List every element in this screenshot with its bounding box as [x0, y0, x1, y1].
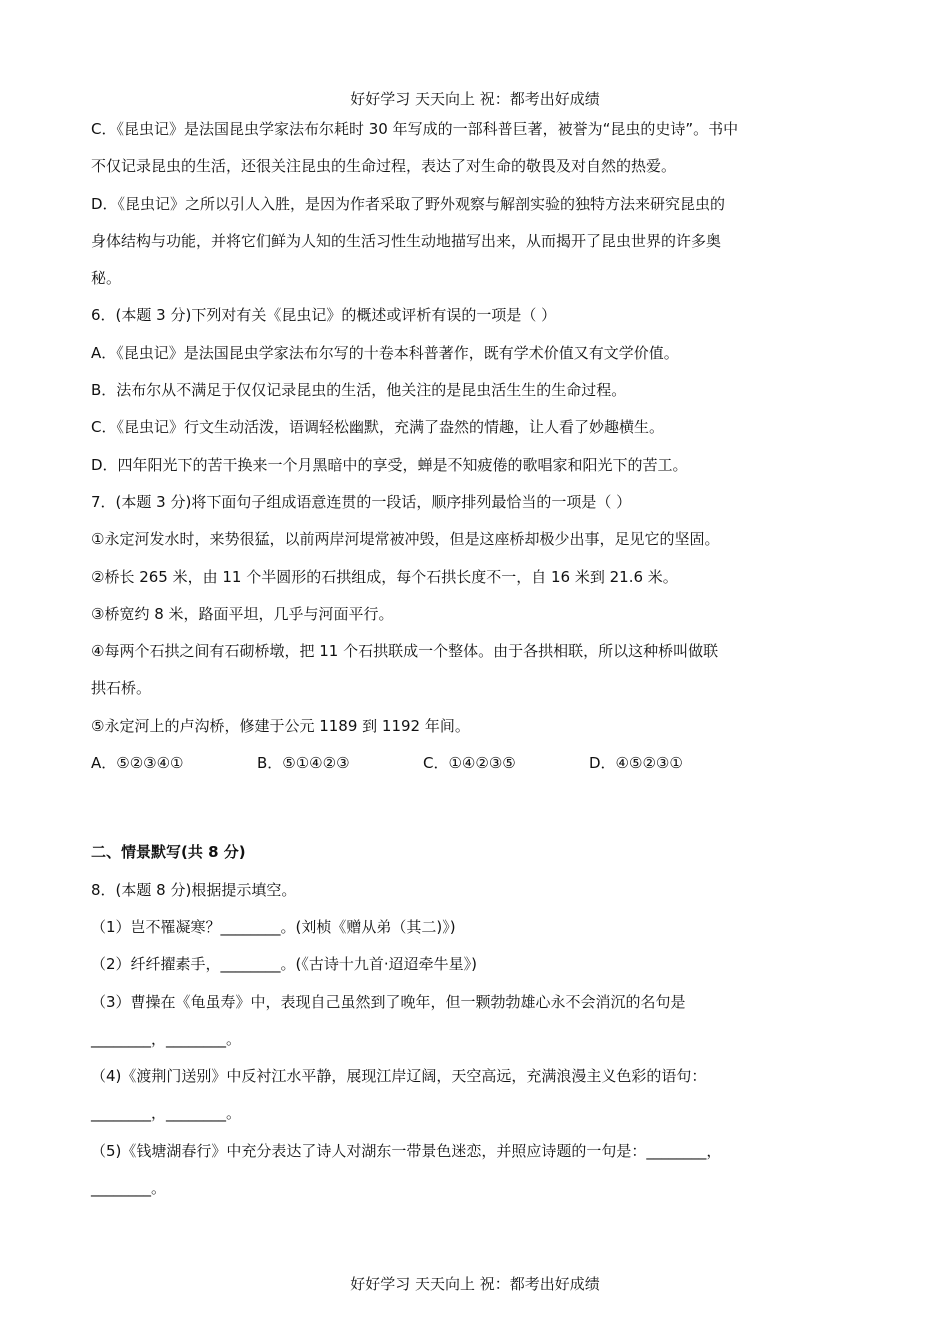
- options-q7: [91, 752, 811, 789]
- question-6: 6．(本题 3 分)下列对有关《昆虫记》的概述或评析有误的一项是（ ）: [91, 306, 557, 325]
- option-b: B．⑤①④②③: [257, 754, 350, 773]
- fill-item-5: （5)《钱塘湖春行》中充分表达了诗人对湖东一带景色迷恋，并照应诗题的一句是：________，: [91, 1141, 722, 1160]
- fill-item-3-blanks: ________，________。: [91, 1029, 242, 1048]
- sentence-3: ③桥宽约 8 米，路面平坦，几乎与河面平行。: [91, 604, 394, 623]
- fill-item-4: （4)《渡荆门送别》中反衬江水平静，展现江岸辽阔，天空高远，充满浪漫主义色彩的语句：: [91, 1067, 707, 1086]
- text-line: C．《昆虫记》是法国昆虫学家法布尔耗时 30 年写成的一部科普巨著，被誉为“昆虫的史诗”。书中: [91, 120, 739, 138]
- text-line: 身体结构与功能，并将它们鲜为人知的生活习性生动地描写出来，从而揭开了昆虫世界的许多奥: [91, 231, 722, 250]
- option-d: D．四年阳光下的苦干换来一个月黑暗中的享受，蝉是不知疲倦的歌唱家和阳光下的苦工。: [91, 455, 688, 474]
- text-line: 不仅记录昆虫的生活，还很关注昆虫的生命过程，表达了对生命的敬畏及对自然的热爱。: [91, 157, 677, 176]
- page-footer: 好好学习 天天向上 祝：都考出好成绩: [350, 1275, 600, 1293]
- fill-item-3: （3）曹操在《龟虽寿》中，表现自己虽然到了晚年，但一颗勃勃雄心永不会消沉的名句是: [91, 992, 686, 1011]
- fill-item-1: （1）岂不罹凝寒？________。(刘桢《赠从弟（其二)》): [91, 917, 456, 936]
- spacer: [91, 789, 811, 841]
- sentence-5: ⑤永定河上的卢沟桥，修建于公元 1189 到 1192 年间。: [91, 716, 470, 735]
- option-b: B．法布尔从不满足于仅仅记录昆虫的生活，他关注的是昆虫活生生的生命过程。: [91, 381, 627, 400]
- fill-item-2: （2）纤纤擢素手，________。(《古诗十九首·迢迢牵牛星》): [91, 955, 478, 974]
- fill-item-5-blanks: ________。: [91, 1179, 167, 1198]
- sentence-2: ②桥长 265 米，由 11 个半圆形的石拱组成，每个石拱长度不一，自 16 米到 21.6 米。: [91, 567, 678, 586]
- page-header: 好好学习 天天向上 祝：都考出好成绩: [350, 90, 600, 108]
- sentence-4-cont: 拱石桥。: [91, 679, 152, 698]
- text-line: D．《昆虫记》之所以引人入胜，是因为作者采取了野外观察与解剖实验的独特方法来研究昆虫的: [91, 194, 726, 213]
- option-c: C．《昆虫记》行文生动活泼，语调轻松幽默，充满了盎然的情趣，让人看了妙趣横生。: [91, 418, 664, 437]
- sentence-4: ④每两个石拱之间有石砌桥墩，把 11 个石拱联成一个整体。由于各拱相联，所以这种桥叫做联: [91, 642, 719, 661]
- option-d: D．④⑤②③①: [589, 754, 683, 773]
- question-8: 8．(本题 8 分)根据提示填空。: [91, 880, 297, 899]
- sentence-1: ①永定河发水时，来势很猛，以前两岸河堤常被冲毁，但是这座桥却极少出事，足见它的坚固。: [91, 530, 720, 549]
- page-content: [91, 118, 811, 1214]
- text-line: 秘。: [91, 269, 122, 288]
- section-title: 二、情景默写(共 8 分): [91, 843, 246, 862]
- option-a: A．⑤②③④①: [91, 754, 184, 773]
- option-c: C．①④②③⑤: [423, 754, 516, 773]
- question-7: 7．(本题 3 分)将下面句子组成语意连贯的一段话，顺序排列最恰当的一项是（ ）: [91, 492, 632, 511]
- option-a: A．《昆虫记》是法国昆虫学家法布尔写的十卷本科普著作，既有学术价值又有文学价值。: [91, 343, 679, 362]
- fill-item-4-blanks: ________，________。: [91, 1104, 242, 1123]
